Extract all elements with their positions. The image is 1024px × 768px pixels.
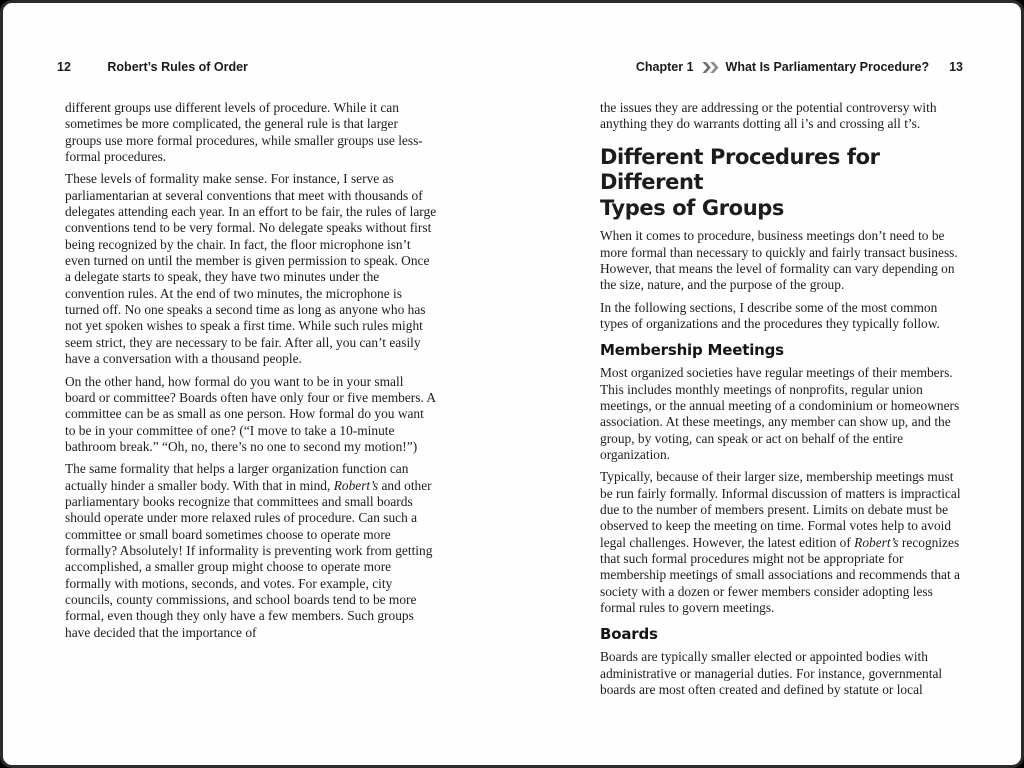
section-heading-line2: Types of Groups <box>600 195 784 220</box>
paragraph-segment: and other parliamentary books recognize that committees and small boards should operate under more relaxed rules of procedure. Can such a committee or small board sometimes choose to operate more formally? Absolutely! If informality is preventing work from getting accomplished, a smaller group might choose to operate more formally with motions, seconds, and votes. For example, city councils, county commissions, and school boards tend to be more formal, even though they only have a few members. Such groups have decided that the importance of <box>65 477 433 640</box>
section-heading-line1: Different Procedures for Different <box>600 144 880 195</box>
subheading-membership-meetings: Membership Meetings <box>600 341 784 360</box>
paragraph <box>600 469 968 616</box>
running-head-right <box>636 60 963 74</box>
text-column-right <box>600 100 968 704</box>
paragraph: Most organized societies have regular meetings of their members. This includes monthly meetings of nonprofits, regular union meetings, or the annual meeting of a condominium or homeowners association. At these meetings, any member can show up, and the group, by voting, can speak or act on behalf of the entire organization. <box>600 365 960 462</box>
page-number-right: 13 <box>949 60 963 74</box>
section-heading <box>600 145 968 222</box>
paragraph: These levels of formality make sense. For instance, I serve as parliamentarian at several conventions that meet with thousands of delegates attending each year. In an effort to be fair, the rules of large conventions tend to be very formal. No delegate speaks without first being recognized by the chair. In fact, the floor microphone isn’t even turned on until the member is given permission to speak. Once a delegate starts to speak, they have two minutes under the convention rules. At the end of two minutes, the microphone is turned off. No one speaks a second time as long as anyone who has not yet spoken wishes to speak a first time. While such rules might seem strict, they are necessary to be fair. After all, you can’t easily have a conversation with a thousand people. <box>65 171 437 367</box>
paragraph-segment: recognizes that such formal procedures might not be appropriate for membership meetings of small associations and recommends that a society with a dozen or fewer members consider adopting less formal rules to govern meetings. <box>600 534 960 616</box>
book-title-reference: Robert’s <box>854 534 899 550</box>
running-head-left <box>57 60 248 74</box>
chapter-label: Chapter 1 <box>635 60 694 74</box>
paragraph-segment: The same formality that helps a larger organization function can actually hinder a smaller body. With that in mind, <box>65 461 409 493</box>
book-title: Robert’s Rules of Order <box>107 60 248 74</box>
paragraph: When it comes to procedure, business meetings don’t need to be more formal than necessary to quickly and fairly transact business. However, that means the level of formality can vary depending on the size, nature, and the purpose of the group. <box>600 228 958 293</box>
paragraph: the issues they are addressing or the potential controversy with anything they do warrants dotting all i’s and crossing all t’s. <box>600 100 937 132</box>
paragraph-segment: Typically, because of their larger size, membership meetings must be run fairly formally. Informal discussion of matters is impractical due to the number of members present. Limits on debate must be observed to keep the meeting on time. Formal votes help to avoid legal challenges. However, the latest edition of <box>600 469 961 550</box>
book-title-reference: Robert’s <box>333 477 379 493</box>
chapter-title: What Is Parliamentary Procedure? <box>725 60 930 74</box>
double-chevron-right-icon <box>702 62 719 73</box>
paragraph <box>65 461 437 641</box>
paragraph: Boards are typically smaller elected or appointed bodies with administrative or managerial duties. For instance, governmental boards are most often created and defined by statute or local <box>600 649 943 698</box>
paragraph: In the following sections, I describe some of the most common types of organizations and the procedures they typically follow. <box>600 299 940 331</box>
paragraph: different groups use different levels of procedure. While it can sometimes be more complicated, the general rule is that larger groups use more formal procedures, while smaller groups use less-formal procedures. <box>65 100 423 165</box>
paragraph: On the other hand, how formal do you want to be in your small board or committee? Boards often have only four or five members. A committee can be as small as one person. How formal do you want to be in your committee of one? (“I move to take a 10-minute bathroom break.” “Oh, no, there’s no one to second my motion!”) <box>65 373 436 454</box>
subheading-boards: Boards <box>600 625 658 644</box>
text-column-left <box>65 100 437 647</box>
page-number-left: 12 <box>57 60 71 74</box>
